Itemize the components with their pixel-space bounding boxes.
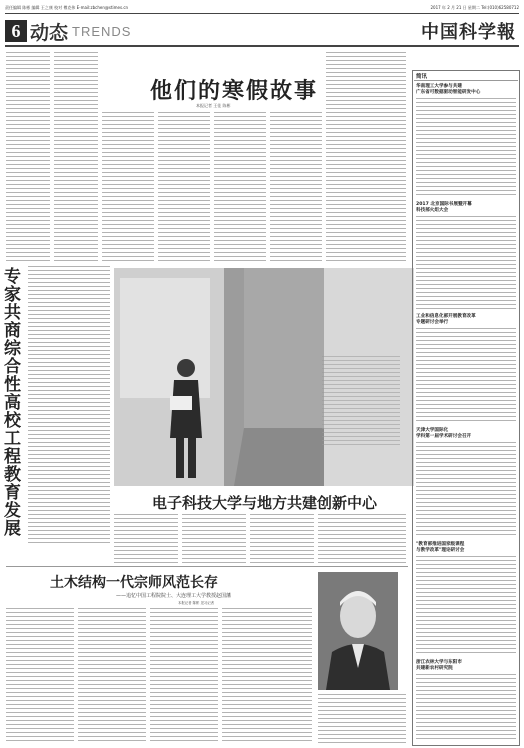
portrait-photo <box>318 572 398 690</box>
article-divider <box>6 566 408 567</box>
article-byline: 本报记者 陈彬 见习记者 <box>178 601 215 605</box>
section-divider <box>5 45 519 47</box>
brief-title: "教育部推进国家级课程 与教学改革"理论研讨会 <box>416 542 465 553</box>
editor-credits: 责任编辑 陈彬 编辑 王之康 校对 傅克伟 E-mail:zbchen@stimes.cn <box>5 5 129 10</box>
page-number: 6 <box>5 20 27 42</box>
article-body-column <box>158 112 210 262</box>
article-body-column <box>222 608 312 744</box>
article-body-column <box>150 608 218 744</box>
article-headline: 电子科技大学与地方共建创新中心 <box>152 494 378 512</box>
brief-body <box>416 98 516 198</box>
article-subheadline: ——追忆中国工程院院士、大连理工大学教授赵国藩 <box>116 593 232 599</box>
brief-title: 工业和信息化部开展教育改革 专题研讨会举行 <box>416 314 476 325</box>
article-body-column <box>102 112 154 262</box>
section-title-english: TRENDS <box>72 24 132 39</box>
article-body-column <box>326 52 406 262</box>
brief-body <box>416 674 516 740</box>
article-body-column <box>270 112 322 262</box>
brief-title: 2017 北京国际书展暨开幕 科技部火炬大会 <box>416 202 472 213</box>
issue-date-contact: 2017 年 2 月 21 日 星期二 Tel:(010)62580712 <box>430 5 519 10</box>
article-body-column <box>54 52 98 262</box>
brief-body <box>416 328 516 424</box>
brief-body <box>416 216 516 310</box>
brief-body <box>416 556 516 656</box>
newspaper-masthead: 中国科学報 <box>421 22 516 43</box>
sidebar-divider <box>414 80 518 81</box>
article-headline: 他们的寒假故事 <box>150 78 319 104</box>
brief-title: 浙江农林大学与东阳市 共建新农村研究院 <box>416 660 462 671</box>
news-briefs-header: 简讯 <box>416 74 428 80</box>
article-body-column <box>214 112 266 262</box>
article-body-column <box>250 514 314 564</box>
article-body-column <box>114 514 178 564</box>
article-byline: 本报记者 王佳 陈彬 <box>196 103 231 108</box>
article-headline: 土木结构一代宗师风范长存 <box>50 575 218 591</box>
article-body-column <box>318 694 406 744</box>
article-body-column <box>6 608 74 744</box>
article-body-column <box>318 514 406 564</box>
brief-title: 华南理工大学参与共建 广东省可数据驱动智能研发中心 <box>416 84 481 95</box>
brief-body <box>416 442 516 538</box>
brief-title: 天津大学国际化 学科第一届学术研讨会召开 <box>416 428 472 439</box>
photo-caption <box>322 356 400 446</box>
article-body-column <box>78 608 146 744</box>
article-body-column <box>28 266 110 546</box>
page-header-bar <box>5 4 519 12</box>
header-divider <box>5 13 519 14</box>
article-body-column <box>182 514 246 564</box>
article-body-column <box>6 52 50 262</box>
article-headline-vertical: 专家共商综合性高校工程教育发展 <box>4 267 21 539</box>
section-title: 动态 <box>30 23 69 44</box>
